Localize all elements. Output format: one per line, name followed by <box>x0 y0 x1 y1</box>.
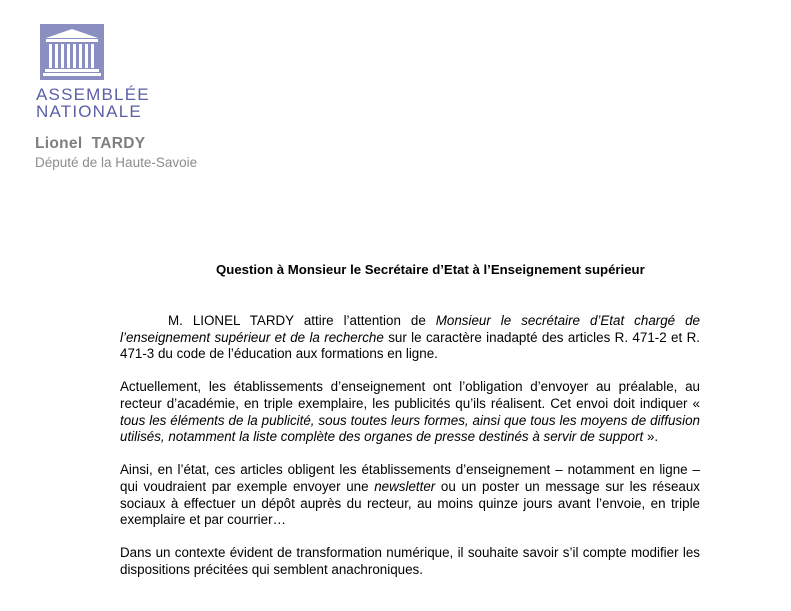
author-block <box>35 135 197 170</box>
paragraph-3-italic: newsletter <box>374 478 436 494</box>
paragraph-1-italic: Monsieur le secrétaire d’Etat chargé de l’enseignement supérieur et de la recherche <box>120 313 700 345</box>
logo-text-line-2: NATIONALE <box>36 102 142 121</box>
paragraph-4 <box>120 545 700 578</box>
paragraph-4-text: Dans un contexte évident de transformation numérique, il souhaite savoir s’il compte modifier les dispositions précitées qui semblent anachroniques. <box>120 545 700 577</box>
paragraph-1 <box>120 313 700 363</box>
paragraph-3-text-c: ou un poster un message sur les réseaux sociaux à effectuer un dépôt auprès du recteur, au moins quinze jours avant l’envoie, en triple exemplaire et par courrier… <box>120 478 700 528</box>
author-name: Lionel TARDY <box>35 135 146 152</box>
paragraph-3-text-a: Ainsi, en l’état, ces articles obligent les établissements d’enseignement – notamment en ligne – qui voudraient par exemple envoyer une <box>120 462 700 494</box>
question-body <box>120 313 700 595</box>
paragraph-2-text-a: Actuellement, les établissements d’enseignement ont l’obligation d’envoyer au préalable, au recteur d’académie, en triple exemplaire, les publicités qu’ils réalisent. Cet envoi doit indiquer « <box>120 379 700 411</box>
assemblee-nationale-logo <box>36 24 150 121</box>
paragraph-1-text-c: sur le caractère inadapté des articles R. 471-2 et R. 471-3 du code de l’éducation aux formations en ligne. <box>120 329 700 362</box>
question-title: Question à Monsieur le Secrétaire d’Etat à l’Enseignement supérieur <box>216 262 645 277</box>
paragraph-2-text-c: ». <box>643 429 659 445</box>
logo-text-line-1: ASSEMBLÉE <box>36 85 150 104</box>
paragraph-2 <box>120 379 700 445</box>
paragraph-3 <box>120 462 700 528</box>
author-title: Député de la Haute-Savoie <box>35 155 198 170</box>
paragraph-2-quote: tous les éléments de la publicité, sous toutes leurs formes, ainsi que tous les moyens de diffusion utilisés, notamment la liste complète des organes de presse destinés à servir de support <box>120 412 700 445</box>
paragraph-1-text-a: M. LIONEL TARDY attire l’attention de <box>168 313 436 328</box>
assembly-building-icon <box>40 24 104 80</box>
